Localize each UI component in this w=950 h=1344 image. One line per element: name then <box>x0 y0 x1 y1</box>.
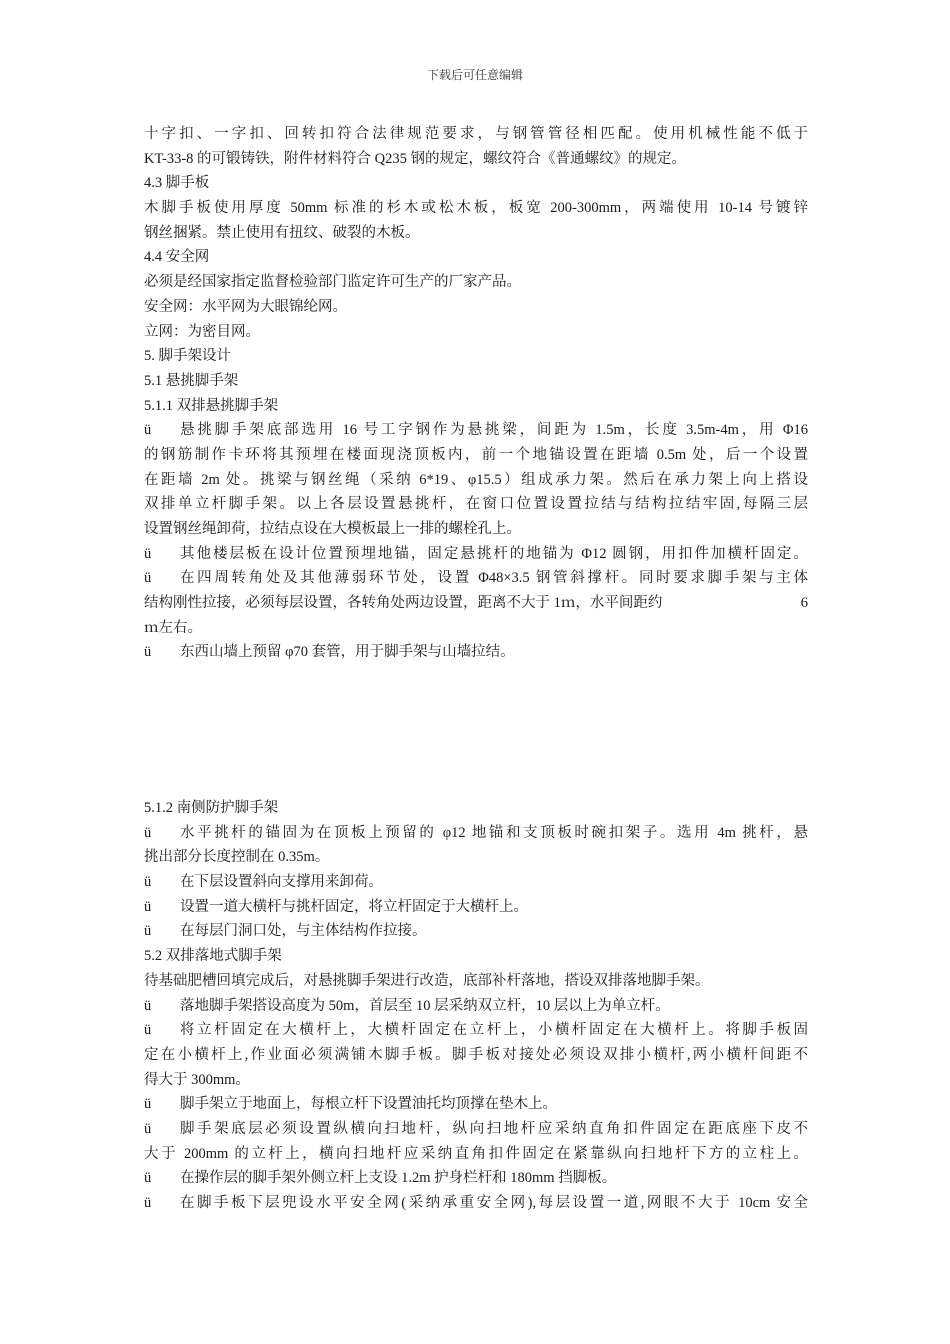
body-text-section-2 <box>144 796 808 1216</box>
bullet-marker: ü <box>144 997 152 1014</box>
bullet-marker: ü <box>144 898 152 915</box>
bullet-marker: ü <box>144 644 152 661</box>
text-line-main: 结构刚性拉接，必须每层设置，各转角处两边设置，距离不大于 1ｍ，水平间距约 <box>144 595 663 612</box>
bullet-line <box>144 1018 808 1043</box>
section-heading: 5.1.2 南侧防护脚手架 <box>144 800 279 816</box>
text-line: 钢丝捆紧。禁止使用有扭纹、破裂的木板。 <box>144 224 420 241</box>
text-line: 挑出部分长度控制在 0.35m。 <box>144 849 330 866</box>
text-line: 待基础肥槽回填完成后，对悬挑脚手架进行改造，底部补杆落地，搭设双排落地脚手架。 <box>144 972 710 989</box>
text-line: 定在小横杆上,作业面必须满铺木脚手板。脚手板对接处必须设双排小横杆,两小横杆间距不 <box>144 1046 808 1063</box>
text-line: 的钢筋制作卡环将其预埋在楼面现浇顶板内，前一个地锚设置在距墙 0.5m 处，后一个设置 <box>144 446 808 463</box>
text-line: 大于 200mm 的立杆上，横向扫地杆应采纳直角扣件固定在紧靠纵向扫地杆下方的立柱上。 <box>144 1145 808 1162</box>
text-line: ｍ左右。 <box>144 619 202 636</box>
bullet-line <box>144 1092 808 1117</box>
bullet-text: 将立杆固定在大横杆上，大横杆固定在立杆上，小横杆固定在大横杆上。将脚手板固 <box>180 1022 808 1039</box>
section-heading: 5. 脚手架设计 <box>144 348 231 365</box>
text-line: 得大于 300mm。 <box>144 1071 250 1088</box>
bullet-line <box>144 1166 808 1191</box>
bullet-text: 东西山墙上预留 φ70 套管，用于脚手架与山墙拉结。 <box>180 644 515 661</box>
text-line: 必须是经国家指定监督检验部门监定许可生产的厂家产品。 <box>144 274 521 291</box>
text-line: 安全网：水平网为大眼锦纶网。 <box>144 298 347 315</box>
section-heading: 5.2 双排落地式脚手架 <box>144 948 282 965</box>
bullet-marker: ü <box>144 923 152 940</box>
bullet-line <box>144 870 808 895</box>
bullet-marker: ü <box>144 1120 152 1137</box>
bullet-line <box>144 418 808 443</box>
bullet-line <box>144 994 808 1019</box>
bullet-text: 在每层门洞口处，与主体结构作拉接。 <box>180 923 427 940</box>
page-header: 下载后可任意编辑 <box>426 68 523 82</box>
text-line: 立网：为密目网。 <box>144 323 260 340</box>
section-heading: 4.4 安全网 <box>144 249 210 266</box>
bullet-text: 脚手架立于地面上，每根立杆下设置油托均顶撑在垫木上。 <box>180 1096 557 1113</box>
bullet-text: 设置一道大横杆与挑杆固定，将立杆固定于大横杆上。 <box>180 898 528 915</box>
text-line: KT-33-8 的可锻铸铁，附件材料符合 Q235 钢的规定，螺纹符合《普通螺纹》的规定。 <box>144 150 686 167</box>
bullet-marker: ü <box>144 1096 152 1113</box>
text-line: 木脚手板使用厚度 50mm 标准的杉木或松木板，板宽 200-300mm，两端使用 10-14 号镀锌 <box>144 200 808 217</box>
bullet-line <box>144 542 808 567</box>
section-heading: 5.1.1 双排悬挑脚手架 <box>144 397 279 414</box>
bullet-line <box>144 895 808 920</box>
bullet-line <box>144 1117 808 1142</box>
bullet-text: 在四周转角处及其他薄弱环节处，设置 Φ48×3.5 钢管斜撑杆。同时要求脚手架与主体 <box>180 570 808 587</box>
text-line: 双排单立杆脚手架。以上各层设置悬挑杆，在窗口位置设置拉结与结构拉结牢固,每隔三层 <box>144 496 808 513</box>
bullet-line <box>144 919 808 944</box>
bullet-marker: ü <box>144 422 152 439</box>
body-text-section-1 <box>144 122 808 665</box>
section-heading: 5.1 悬挑脚手架 <box>144 372 239 389</box>
bullet-text: 落地脚手架搭设高度为 50m，首层至 10 层采纳双立杆，10 层以上为单立杆。 <box>180 997 670 1014</box>
bullet-marker: ü <box>144 824 152 841</box>
text-line: 设置钢丝绳卸荷，拉结点设在大模板最上一排的螺栓孔上。 <box>144 521 521 537</box>
bullet-line <box>144 566 808 591</box>
text-line: 十字扣、一字扣、回转扣符合法律规范要求，与钢管管径相匹配。使用机械性能不低于 <box>144 126 808 142</box>
bullet-text: 悬挑脚手架底部选用 16 号工字钢作为悬挑梁，间距为 1.5m，长度 3.5m-4m，用 Φ16 <box>180 422 808 439</box>
bullet-marker: ü <box>144 1195 152 1211</box>
bullet-text: 在下层设置斜向支撑用来卸荷。 <box>180 874 383 891</box>
bullet-text: 脚手架底层必须设置纵横向扫地杆，纵向扫地杆应采纳直角扣件固定在距底座下皮不 <box>180 1120 808 1137</box>
bullet-marker: ü <box>144 570 152 587</box>
bullet-text: 水平挑杆的锚固为在顶板上预留的 φ12 地锚和支顶板时碗扣架子。选用 4m 挑杆，悬 <box>180 824 808 841</box>
text-line <box>144 591 808 616</box>
bullet-text: 在操作层的脚手架外侧立杆上支设 1.2m 护身栏杆和 180mm 挡脚板。 <box>180 1170 617 1187</box>
section-heading: 4.3 脚手板 <box>144 175 210 192</box>
bullet-marker: ü <box>144 545 152 562</box>
bullet-line <box>144 640 808 665</box>
bullet-marker: ü <box>144 1022 152 1039</box>
bullet-text: 其他楼层板在设计位置预埋地锚，固定悬挑杆的地锚为 Φ12 圆钢，用扣件加横杆固定。 <box>180 545 808 562</box>
text-line: 在距墙 2m 处。挑梁与钢丝绳（采纳 6*19、φ15.5）组成承力架。然后在承力架上向上搭设 <box>144 471 808 488</box>
bullet-line <box>144 821 808 846</box>
bullet-line <box>144 1191 808 1216</box>
bullet-marker: ü <box>144 874 152 891</box>
text-line-tail: 6 <box>800 595 808 612</box>
bullet-marker: ü <box>144 1170 152 1187</box>
bullet-text: 在脚手板下层兜设水平安全网(采纳承重安全网),每层设置一道,网眼不大于 10cm 安全 <box>180 1195 808 1211</box>
